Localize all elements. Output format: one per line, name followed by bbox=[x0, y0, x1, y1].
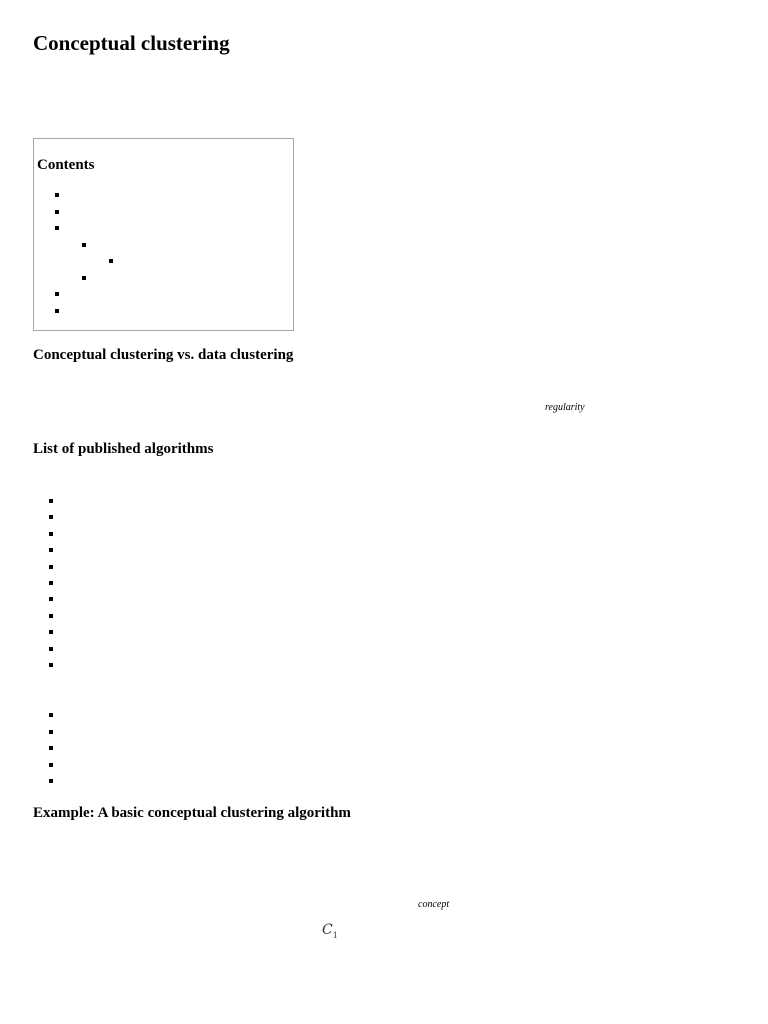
section-heading-vs-data-clustering: Conceptual clustering vs. data clustering bbox=[33, 347, 294, 363]
algorithm-list-item-bullet bbox=[49, 532, 53, 536]
toc-item-bullet bbox=[82, 243, 86, 247]
toc-item-bullet bbox=[109, 259, 113, 263]
algorithm-list-item-bullet bbox=[49, 713, 53, 717]
algorithm-list-item-bullet bbox=[49, 499, 53, 503]
inline-math-regularity: regularity bbox=[545, 402, 585, 413]
algorithm-list-item-bullet bbox=[49, 614, 53, 618]
table-of-contents bbox=[33, 138, 294, 331]
toc-item-bullet bbox=[55, 309, 59, 313]
algorithm-list-item-bullet bbox=[49, 763, 53, 767]
toc-item-bullet bbox=[55, 193, 59, 197]
section-heading-example: Example: A basic conceptual clustering algorithm bbox=[33, 805, 351, 821]
toc-item-bullet bbox=[82, 276, 86, 280]
algorithm-list-item-bullet bbox=[49, 647, 53, 651]
math-symbol-main: C bbox=[322, 922, 333, 938]
algorithm-list-item-bullet bbox=[49, 515, 53, 519]
toc-item-bullet bbox=[55, 210, 59, 214]
algorithm-list-item-bullet bbox=[49, 746, 53, 750]
toc-item-bullet bbox=[55, 292, 59, 296]
math-symbol-subscript: 1 bbox=[332, 930, 338, 940]
math-symbol-c1 bbox=[322, 922, 338, 944]
algorithm-list-item-bullet bbox=[49, 548, 53, 552]
algorithm-list-item-bullet bbox=[49, 581, 53, 585]
toc-title: Contents bbox=[37, 157, 95, 173]
algorithm-list-item-bullet bbox=[49, 597, 53, 601]
algorithm-list-item-bullet bbox=[49, 730, 53, 734]
algorithm-list-item-bullet bbox=[49, 565, 53, 569]
section-heading-published-algorithms: List of published algorithms bbox=[33, 441, 214, 457]
page-title: Conceptual clustering bbox=[33, 31, 230, 55]
inline-math-concept: concept bbox=[418, 899, 450, 910]
toc-item-bullet bbox=[55, 226, 59, 230]
algorithm-list-item-bullet bbox=[49, 779, 53, 783]
algorithm-list-item-bullet bbox=[49, 630, 53, 634]
algorithm-list-item-bullet bbox=[49, 663, 53, 667]
